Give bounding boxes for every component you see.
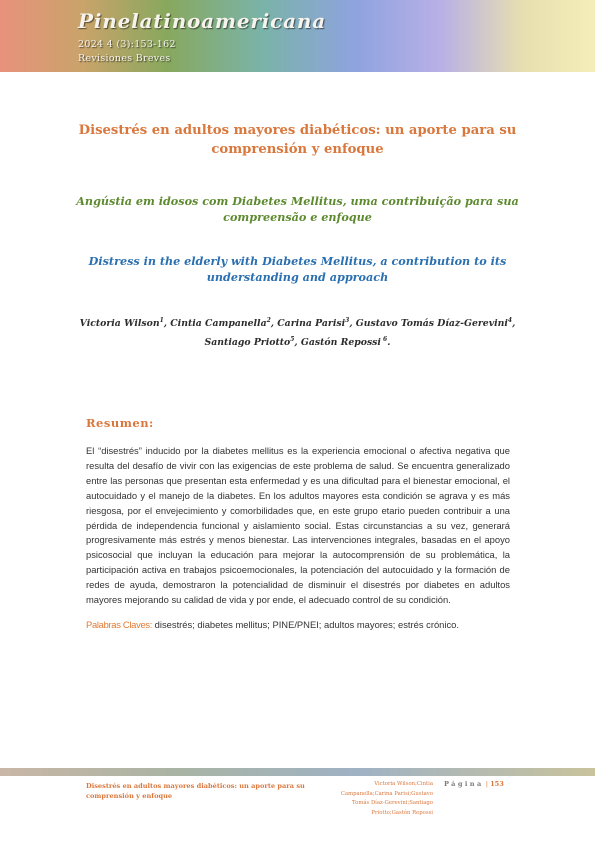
page-number	[444, 780, 504, 788]
author-affiliation: 2	[266, 317, 271, 324]
keywords-line	[86, 619, 510, 630]
author-name: Carina Parisi	[277, 318, 346, 330]
abstract-text: El “disestrés” inducido por la diabetes mellitus es la experiencia emocional o afectiva negativa que resulta del desafío de vivir con las exigencias de este problema de salud. Se encuentra generalizado entre las personas que presentan esta enfermedad y es una dificultad para el bienestar emocional, el autocuidado y el manejo de la diabetes. En los adultos mayores esta condición se agrava y es más riesgosa, por el envejecimiento y comorbilidades que, en este grupo etario pueden contribuir a una pérdida de independencia funcional y aislamiento social. Estas circunstancias a su vez, generará progresivamente más estrés y menos bienestar. Las intervenciones integrales, basadas en el apoyo psicosocial que incluyan la educación para mejorar la autocomprensión de su problemática, la participación activa en trabajos psicoemocionales, la potenciación del autocuidado y la formación de redes de ayuda, demostraron la potencialidad de disminuir el disestrés por diabetes en adultos mayores mejorando su calidad de vida y por ende, el adecuado control de su condición.	[86, 445, 510, 606]
author-name: Gustavo Tomás Díaz-Gerevini	[355, 318, 508, 330]
author-name: Santiago Priotto	[204, 337, 291, 349]
title-english: Distress in the elderly with Diabetes Mellitus, a contribution to its understanding and approach	[88, 254, 507, 284]
author-list: Victoria Wilson$^1$, Cintia Campanella$^2$, Carina Parisi$^3$, Gustavo Tomás Díaz-Gerevini$^4$, Santiago Priotto$^5$, Gastón Repossi $^6$.	[79, 317, 516, 349]
abstract-heading: Resumen:	[86, 416, 154, 430]
footer-divider	[0, 768, 595, 776]
journal-banner	[0, 0, 595, 72]
keywords-list: disestrés; diabetes mellitus; PINE/PNEI; adultos mayores; estrés crónico.	[152, 619, 459, 630]
footer-running-title: Disestrés en adultos mayores diabéticos: un aporte para su comprensión y enfoque	[86, 782, 305, 800]
keywords-label: Palabras Claves:	[86, 619, 153, 630]
section-label: Revisiones Breves	[78, 53, 171, 64]
page-number-value: 153	[490, 780, 504, 788]
author-name: Cintia Campanella	[170, 318, 267, 330]
author-name: Gastón Repossi	[300, 337, 381, 349]
page-label: Página	[444, 780, 484, 788]
author-affiliation: 3	[345, 317, 350, 324]
author-affiliation: 1	[159, 317, 164, 324]
author-affiliation: 5	[290, 336, 295, 344]
title-portuguese: Angústia em idosos com Diabetes Mellitus, uma contribuição para sua compreensão e enfoque	[76, 194, 519, 224]
page-separator: |	[485, 780, 488, 788]
author-affiliation: 6	[380, 336, 388, 344]
author-name: Victoria Wilson	[79, 318, 160, 330]
author-affiliation: 4	[507, 317, 513, 324]
title-spanish: Disestrés en adultos mayores diabéticos: un aporte para su comprensión y enfoque	[78, 123, 517, 157]
footer-authors: Victoria Wilson;Cintia Campanella;Carina Parisi;Gustavo Tomás Díaz-Gerevini;Santiago Priotto;Gastón Repossi	[340, 781, 433, 816]
journal-name: Pinelatinoamericana	[78, 9, 326, 33]
volume-info: 2024 4 (3):153-162	[78, 39, 176, 50]
